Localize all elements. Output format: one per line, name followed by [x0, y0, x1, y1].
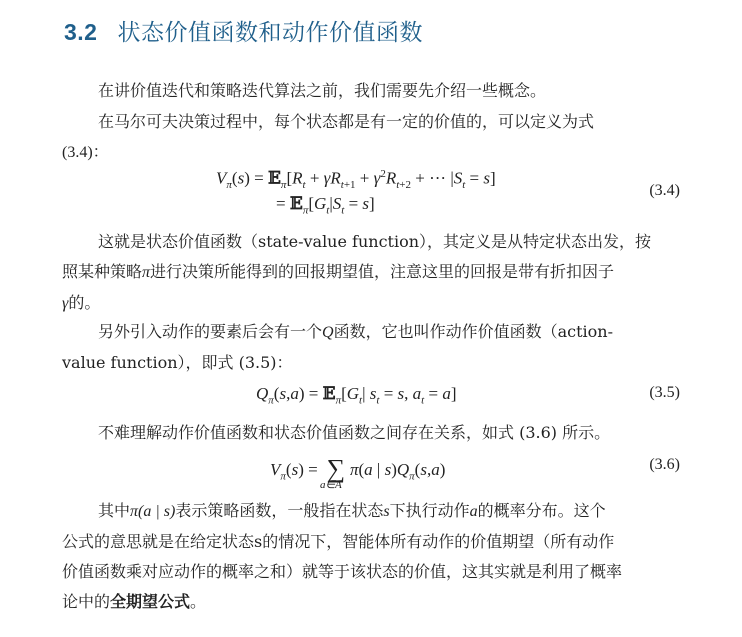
- summation-symbol: ∑ a∈A: [319, 454, 346, 491]
- section-number: 3.2: [64, 19, 98, 45]
- paragraph-relation: 不难理解动作价值函数和状态价值函数之间存在关系，如式 (3.6) 所示。: [98, 423, 611, 442]
- equation-3-6-body: $V_\pi(s)$ = ∑ a∈A π(a | $s)Q_\pi(s,a)$: [270, 454, 446, 491]
- equation-3-5-tag: (3.5): [649, 384, 680, 401]
- equation-3-6-tag: (3.6): [649, 456, 680, 473]
- section-heading: [64, 14, 423, 47]
- equation-3-4: [0, 168, 742, 218]
- equation-3-4-line2: = $𝔼_\pi[G_t|S_t = s]$: [276, 194, 375, 217]
- equation-3-4-line1: $V_\pi(s)$ = $𝔼_\pi[R_t + \gamma R_{t+1} + \gamma^2R_{t+2}$ + ··· $|S_t = s$]: [216, 168, 496, 192]
- symbol-q: Q: [322, 324, 334, 341]
- paragraph-action-value: 另外引入动作的要素后会有一个Q函数，它也叫作动作价值函数（action- value function），即式 (3.5)：: [62, 322, 613, 372]
- bold-term: 全期望公式: [110, 592, 191, 611]
- equation-3-5-body: $Q_\pi(s,a)$ = $𝔼_\pi[G_t|$ $s_t = s$, $a_t = a$]: [256, 384, 457, 407]
- equation-3-5: [0, 384, 742, 408]
- paragraph-intro: 在讲价值迭代和策略迭代算法之前，我们需要先介绍一些概念。: [98, 81, 547, 100]
- paragraph-explanation: 其中π(a | s)表示策略函数，一般指在状态s下执行动作a的概率分布。这个 公式的意思就是在给定状态s的情况下，智能体所有动作的价值期望（所有动作 价值函数乘对应动作的概率之和）就等于该状态的价值，这其实就是利用了概率 论中的全期望公式。: [62, 501, 623, 611]
- section-title: 状态价值函数和动作价值函数: [117, 19, 423, 45]
- symbol-gamma: γ: [62, 295, 69, 312]
- equation-3-4-tag: (3.4): [649, 182, 680, 199]
- paragraph-state-value: 这就是状态价值函数（state-value function），其定义是从特定状态出发，按 照某种策略π进行决策所能得到的回报期望值，注意这里的回报是带有折扣因子 γ的。: [62, 232, 652, 312]
- equation-3-6: [0, 452, 742, 496]
- symbol-pi: π: [142, 264, 151, 281]
- paragraph-definition: 在马尔可夫决策过程中，每个状态都是有一定的价值的，可以定义为式 (3.4)：: [62, 112, 595, 161]
- symbol-policy: π(a | s): [130, 503, 176, 520]
